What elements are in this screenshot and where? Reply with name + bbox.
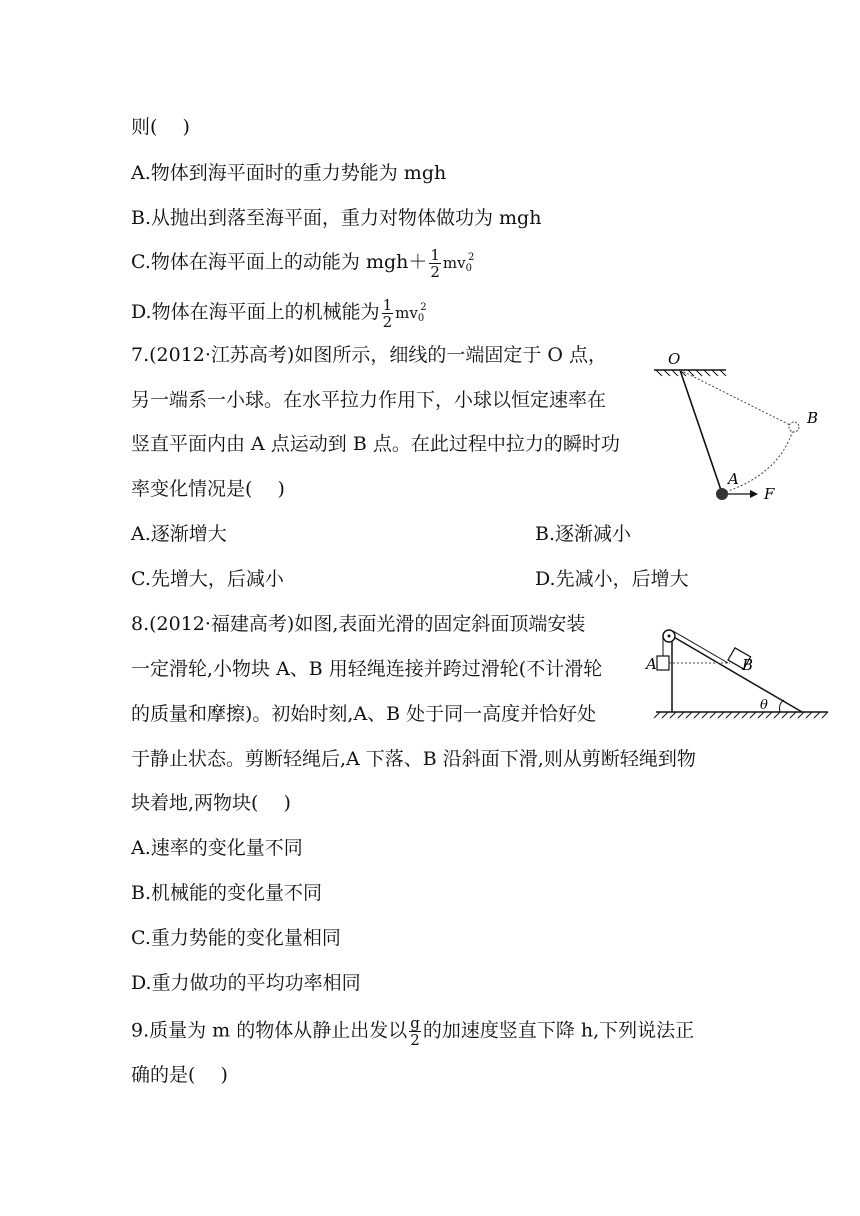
q8-option-d: D.重力做功的平均功率相同 <box>131 972 361 994</box>
string-line <box>680 370 722 493</box>
rope-b <box>673 631 728 663</box>
q8-option-b: B.机械能的变化量不同 <box>131 882 323 904</box>
q6-option-d <box>131 296 427 331</box>
q8-stem-line-2: 一定滑轮,小物块 A、B 用轻绳连接并跨过滑轮(不计滑轮 <box>131 658 603 680</box>
q8-option-c: C.重力势能的变化量相同 <box>131 927 341 949</box>
superscript: 2 <box>467 252 475 263</box>
q9-stem-text-1: 9.质量为 m 的物体从静止出发以 <box>131 1019 408 1042</box>
label-a: A <box>646 655 657 673</box>
q8-stem-line-5: 块着地,两物块( ) <box>131 792 291 814</box>
q6-option-a: A.物体到海平面时的重力势能为 mgh <box>131 162 447 184</box>
q9-stem-text-2: 的加速度竖直下降 h,下列说法正 <box>422 1019 695 1042</box>
q8-option-a: A.速率的变化量不同 <box>131 837 303 859</box>
q7-option-c: C.先增大，后减小 <box>131 568 284 590</box>
q7-stem-line-2: 另一端系一小球。在水平拉力作用下，小球以恒定速率在 <box>131 389 607 411</box>
q7-stem-line-4: 率变化情况是( ) <box>131 478 285 500</box>
fraction-denominator: 2 <box>382 312 393 331</box>
fraction-numerator: 1 <box>382 295 393 314</box>
q6-option-d-fraction <box>382 297 394 330</box>
superscript: 2 <box>420 302 427 313</box>
q8-stem-line-4: 于静止状态。剪断轻绳后,A 下落、B 沿斜面下滑,则从剪断轻绳到物 <box>131 748 696 770</box>
q6-option-c-text: C.物体在海平面上的动能为 mgh＋ <box>131 251 428 273</box>
q8-incline-figure <box>646 620 830 725</box>
fraction-numerator: g <box>410 1014 420 1032</box>
q6-option-c <box>131 246 474 281</box>
q6-option-c-fraction <box>429 247 441 280</box>
label-b: B <box>742 656 754 674</box>
q8-stem-line-1: 8.(2012·福建高考)如图,表面光滑的固定斜面顶端安装 <box>131 613 586 635</box>
ball-a <box>716 488 728 500</box>
q6-option-d-text: D.物体在海平面上的机械能为 <box>131 301 380 323</box>
ball-b <box>789 422 799 432</box>
q9-fraction <box>409 1015 421 1048</box>
label-o: O <box>668 350 681 368</box>
fraction-numerator: 1 <box>430 245 440 264</box>
label-f: F <box>764 485 775 503</box>
pulley-axle <box>668 635 671 638</box>
q7-option-b: B.逐渐减小 <box>535 523 632 545</box>
fraction-denominator: 2 <box>430 262 440 281</box>
ground-hatch <box>654 712 828 718</box>
q7-pendulum-figure <box>640 345 830 505</box>
force-arrow-head <box>750 490 758 498</box>
q7-option-a: A.逐渐增大 <box>131 523 227 545</box>
q6-option-d-mv: mv <box>395 304 418 322</box>
fraction-denominator: 2 <box>410 1031 420 1049</box>
block-a <box>657 656 669 670</box>
label-theta: θ <box>760 698 768 713</box>
q7-option-d: D.先减小，后增大 <box>535 568 689 590</box>
q7-stem-line-3: 竖直平面内由 A 点运动到 B 点。在此过程中拉力的瞬时功 <box>131 433 620 455</box>
subscript: 0 <box>417 313 425 324</box>
q6-option-b: B.从抛出到落至海平面，重力对物体做功为 mgh <box>131 207 542 229</box>
q9-stem-line-2: 确的是( ) <box>131 1064 228 1086</box>
q6-option-c-mv: mv <box>442 254 466 272</box>
q8-stem-line-3: 的质量和摩擦)。初始时刻,A、B 处于同一高度并恰好处 <box>131 703 597 725</box>
q9-stem-line-1 <box>131 1015 694 1048</box>
label-a: A <box>728 470 739 488</box>
q7-stem-line-1: 7.(2012·江苏高考)如图所示，细线的一端固定于 O 点， <box>131 344 608 366</box>
q6-tail: 则( ) <box>131 116 190 138</box>
subscript: 0 <box>465 263 472 274</box>
label-b: B <box>807 409 819 427</box>
